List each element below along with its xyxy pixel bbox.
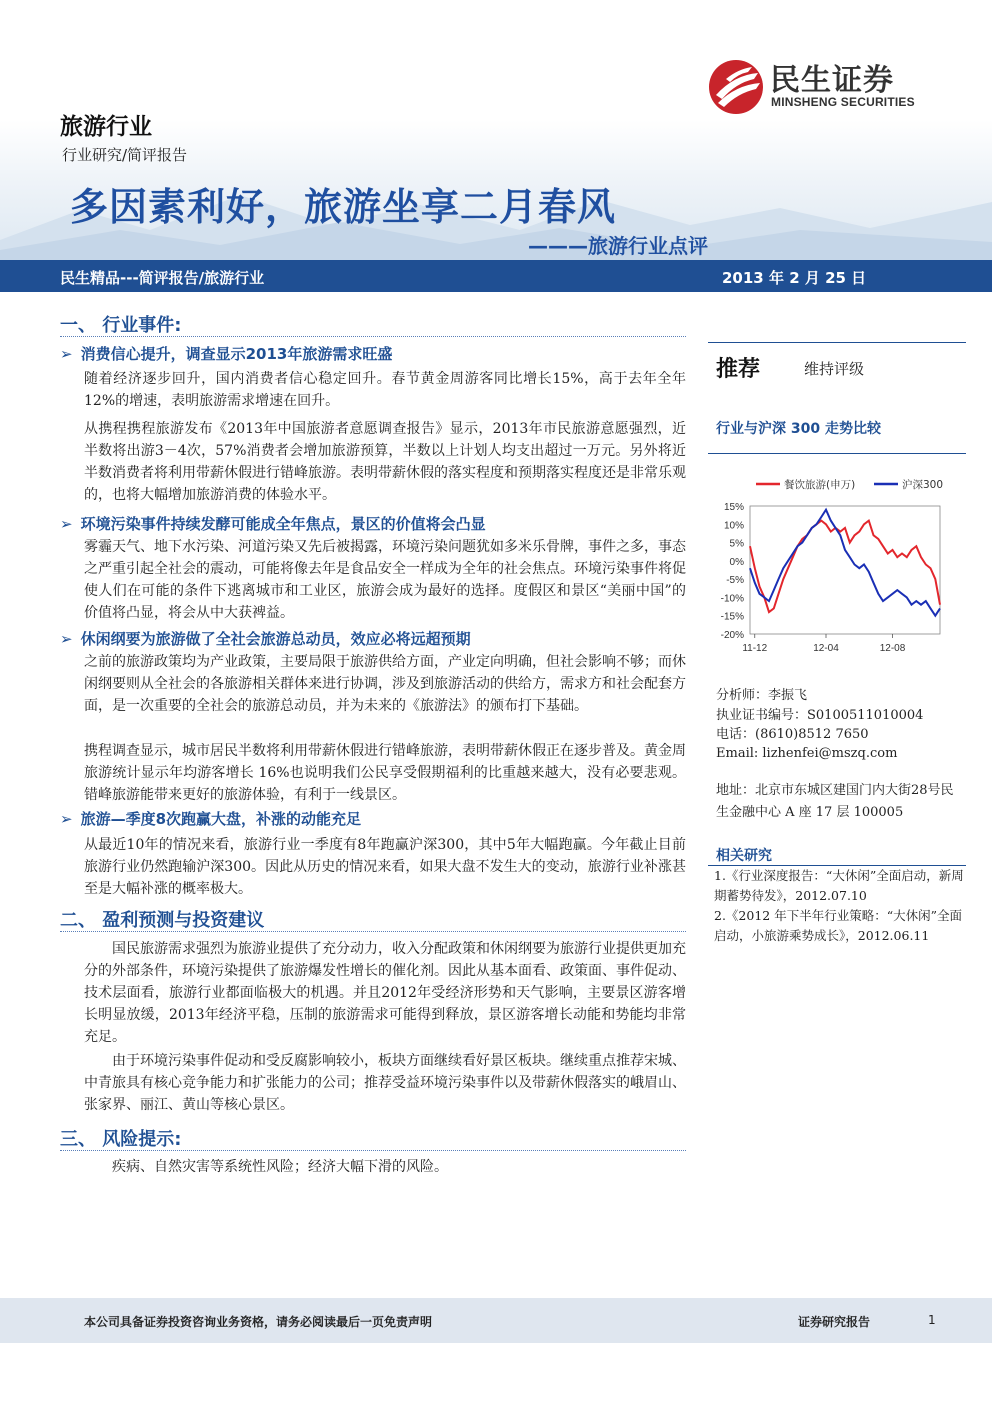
brand-name: 民生证券: [770, 63, 894, 98]
chart-title: 行业与沪深 300 走势比较: [716, 421, 881, 437]
paragraph: 从携程携程旅游发布《2013年中国旅游者意愿调查报告》显示，2013年市民旅游意愿强烈，近半数将出游3－4次，57%消费者会增加旅游预算，半数以上计划人均支出超过一万元。另外将近半数消费者将利用带薪休假进行错峰旅游。表明带薪休假的落实程度和预期落实程度还是非常乐观的，也将大幅增加旅游消费的体验水平。: [84, 421, 686, 503]
report-date: 2013 年 2 月 25 日: [722, 269, 867, 287]
y-tick-label: -15%: [720, 611, 744, 623]
divider: [60, 1150, 686, 1151]
phone-number: 电话：(8610)8512 7650: [716, 727, 869, 742]
related-research-title: 相关研究: [716, 848, 772, 864]
x-tick-label: 12-08: [879, 643, 906, 654]
x-tick-label: 12-04: [813, 643, 839, 654]
legend-label: 餐饮旅游(申万): [784, 479, 856, 491]
bullet-text: 消费信心提升，调查显示2013年旅游需求旺盛: [80, 345, 393, 363]
brand-name-en: MINSHENG SECURITIES: [771, 95, 915, 109]
plot-frame: [750, 506, 940, 634]
report-type: 行业研究/简评报告: [62, 146, 188, 164]
y-tick-label: -20%: [720, 630, 744, 641]
y-axis: [721, 502, 940, 641]
bullet-heading: [60, 343, 392, 364]
bullet-heading: [60, 808, 361, 829]
divider: [60, 931, 686, 932]
paragraph: 国民旅游需求强烈为旅游业提供了充分动力，收入分配政策和休闲纲要为旅游行业提供更加充分的外部条件，环境污染提供了旅游爆发性增长的催化剂。因此从基本面看、政策面、事件促动、技术层面看，旅游行业都面临极大的机遇。并且2012年受经济形势和天气影响，主要景区游客增长明显放缓，2013年经济平稳，压制的旅游需求可能得到释放，景区游客增长动能和势能均非常充足。: [84, 941, 686, 1045]
paragraph: 随着经济逐步回升，国内消费者信心稳定回升。春节黄金周游客同比增长15%，高于去年全年12%的增速，表明旅游需求增速在回升。: [84, 371, 686, 409]
report-band: [0, 260, 992, 292]
divider: [708, 342, 966, 343]
y-tick-label: -5%: [726, 575, 744, 587]
paragraph: 疾病、自然灾害等系统性风险；经济大幅下滑的风险。: [112, 1159, 448, 1175]
chart-series: [750, 510, 940, 616]
brand-logo: [708, 55, 934, 115]
rating-note: 维持评级: [804, 360, 865, 378]
paragraph: 由于环境污染事件促动和受反腐影响较小，板块方面继续看好景区板块。继续重点推荐宋城、中青旅具有核心竞争能力和扩张能力的公司；推荐受益环境污染事件以及带薪休假落实的峨眉山、张家界、丽江、黄山等核心景区。: [84, 1053, 686, 1113]
paragraph: 从最近10年的情况来看，旅游行业一季度有8年跑赢沪深300，其中5年大幅跑赢。今年截止目前旅游行业仍然跑输沪深300。因此从历史的情况来看，如果大盘不发生大的变动，旅游行业补涨甚至是大幅补涨的概率极大。: [84, 837, 686, 897]
bullet-heading: [60, 513, 486, 534]
office-address: 地址：北京市东城区建国门内大街28号民生金融中心 A 座 17 层 100005: [716, 783, 954, 820]
analyst-name: 分析师：李振飞: [716, 688, 808, 703]
footer-label: 证券研究报告: [798, 1315, 871, 1329]
band-category: 民生精品---简评报告/旅游行业: [60, 269, 265, 287]
paragraph: 雾霾天气、地下水污染、河道污染又先后被揭露，环境污染问题犹如多米乐骨牌，事件之多，事态之严重引起全社会的震动，可能将像去年是食品安全一样成为全年的社会焦点。环境污染事件将促使人们在可能的条件下逃离城市和工业区，旅游会成为最好的选择。度假区和景区“美丽中国”的价值将凸显，将会从中大获裨益。: [84, 539, 686, 621]
divider: [60, 336, 686, 337]
minsheng-logo-icon: [708, 57, 768, 117]
y-tick-label: -10%: [720, 593, 744, 605]
disclaimer-note: 本公司具备证券投资咨询业务资格，请务必阅读最后一页免责声明: [84, 1315, 433, 1329]
x-tick-label: 11-12: [742, 643, 768, 654]
related-research-item: 2.《2012 年下半年行业策略：“大休闲”全面启动，小旅游乘势成长》，2012.06.11: [714, 908, 962, 943]
rating-value: 推荐: [716, 357, 761, 382]
license-number: 执业证书编号：S0100511010004: [716, 708, 924, 723]
y-tick-label: 15%: [723, 502, 744, 513]
bullet-text: 休闲纲要为旅游做了全社会旅游总动员，效应必将远超预期: [80, 630, 471, 648]
bullet-heading: [60, 628, 471, 649]
y-tick-label: 5%: [729, 538, 744, 550]
section-heading-risk: 三、 风险提示:: [60, 1129, 182, 1150]
section-heading-events: 一、 行业事件:: [60, 315, 182, 336]
industry-label: 旅游行业: [60, 114, 152, 140]
paragraph: 携程调查显示，城市居民半数将利用带薪休假进行错峰旅游，表明带薪休假正在逐步普及。黄金周旅游统计显示年均游客增长 16%也说明我们公民享受假期福利的比重越来越大，没有必要悲观。错峰旅游能带来更好的旅游体验，有利于一线景区。: [84, 743, 686, 803]
page-number: 1: [928, 1313, 936, 1327]
related-research-item: 1.《行业深度报告：“大休闲”全面启动，新周期蓄势待发》，2012.07.10: [714, 868, 964, 903]
y-tick-label: 0%: [729, 556, 744, 568]
trend-chart: [708, 470, 948, 660]
divider: [708, 453, 966, 454]
series-line: [750, 510, 940, 616]
series-line: [750, 521, 940, 613]
chart-legend: [756, 478, 943, 491]
y-tick-label: 10%: [723, 520, 744, 532]
section-heading-forecast: 二、 盈利预测与投资建议: [60, 910, 265, 931]
arrow-icon: ➢: [60, 345, 73, 363]
legend-label: 沪深300: [902, 479, 944, 491]
bullet-text: 旅游—季度8次跑赢大盘，补涨的动能充足: [80, 810, 362, 828]
page-footer: [0, 1298, 992, 1343]
page-subtitle: ———旅游行业点评: [528, 234, 708, 258]
email-address: Email: lizhenfei@mszq.com: [716, 746, 898, 761]
arrow-icon: ➢: [60, 515, 73, 533]
x-axis: [742, 634, 905, 654]
page-title: 多因素利好，旅游坐享二月春风: [70, 185, 617, 229]
arrow-icon: ➢: [60, 810, 73, 828]
arrow-icon: ➢: [60, 630, 73, 648]
paragraph: 之前的旅游政策均为产业政策，主要局限于旅游供给方面，产业定向明确，但社会影响不够；而休闲纲要则从全社会的各旅游相关群体来进行协调，涉及到旅游活动的供给方，需求方和社会配套方面，是一次重要的全社会的旅游总动员，并为未来的《旅游法》的颁布打下基础。: [84, 654, 686, 714]
bullet-text: 环境污染事件持续发酵可能成全年焦点，景区的价值将会凸显: [80, 515, 486, 533]
